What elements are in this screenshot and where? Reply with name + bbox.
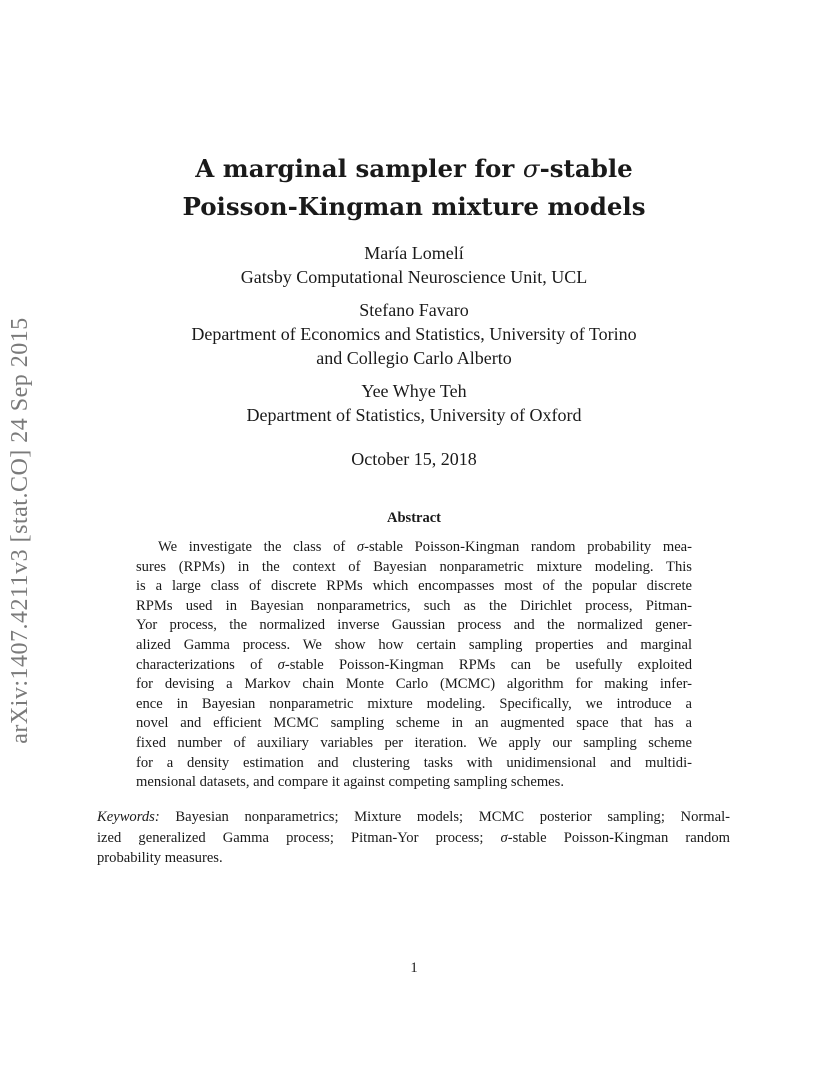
author-name: Yee Whye Teh: [361, 381, 467, 401]
keywords-label: Keywords:: [97, 809, 160, 825]
abstract-line: fixed number of auxiliary variables per iteration. We apply our sampling scheme: [136, 734, 692, 751]
sigma-symbol: σ: [277, 656, 285, 673]
abstract-line: is a large class of discrete RPMs which encompasses most of the popular discrete: [136, 578, 692, 595]
abstract-line: characterizations of σ-stable Poisson-Kingman RPMs can be usefully exploited: [136, 656, 692, 673]
abstract-line: alized Gamma process. We show how certain sampling properties and marginal: [136, 636, 692, 653]
author-affiliation: Department of Economics and Statistics, University of Torino: [191, 324, 637, 344]
sigma-symbol: σ: [500, 829, 508, 846]
abstract-line: for devising a Markov chain Monte Carlo (MCMC) algorithm for making infer-: [136, 676, 692, 693]
abstract-line: ence in Bayesian nonparametric mixture modeling. Specifically, we introduce a: [136, 695, 692, 712]
abstract-line: Yor process, the normalized inverse Gaussian process and the normalized gener-: [136, 617, 692, 634]
arxiv-identifier-text: arXiv:1407.4211v3 [stat.CO] 24 Sep 2015: [6, 316, 33, 744]
abstract-line: We investigate the class of σ-stable Poisson-Kingman random probability mea-: [158, 539, 693, 555]
keywords-line: Keywords: Bayesian nonparametrics; Mixture models; MCMC posterior sampling; Normal-: [97, 809, 730, 825]
arxiv-identifier-stamp: [2, 290, 38, 770]
abstract-line: mensional datasets, and compare it against competing sampling schemes.: [136, 774, 564, 791]
title-line-2: Poisson-Kingman mixture models: [182, 192, 646, 221]
sigma-symbol: σ: [356, 539, 365, 555]
author-name: María Lomelí: [364, 243, 464, 263]
author-block: [100, 241, 728, 427]
title-line-1: A marginal sampler for σ-stable: [195, 154, 633, 183]
author-affiliation: Department of Statistics, University of Oxford: [246, 405, 582, 425]
author-affiliation: Gatsby Computational Neuroscience Unit, UCL: [240, 267, 588, 287]
keywords-line: ized generalized Gamma process; Pitman-Yor process; σ-stable Poisson-Kingman random: [97, 829, 730, 846]
page-number: 1: [410, 960, 418, 976]
abstract-line: novel and efficient MCMC sampling scheme in an augmented space that has a: [136, 715, 692, 732]
keywords-block: [97, 807, 730, 869]
paper-date: October 15, 2018: [351, 449, 477, 469]
abstract-body: [136, 538, 692, 793]
abstract-line: RPMs used in Bayesian nonparametrics, such as the Dirichlet process, Pitman-: [136, 597, 692, 614]
abstract-heading: Abstract: [387, 510, 441, 526]
sigma-symbol: σ: [522, 154, 540, 183]
author-name: Stefano Favaro: [359, 300, 469, 320]
keywords-line: probability measures.: [97, 850, 223, 866]
abstract-line: sures (RPMs) in the context of Bayesian nonparametric mixture modeling. This: [136, 558, 692, 575]
abstract-line: for a density estimation and clustering tasks with unidimensional and multidi-: [136, 754, 692, 771]
author-affiliation: and Collegio Carlo Alberto: [316, 348, 512, 368]
paper-title: [100, 150, 728, 226]
